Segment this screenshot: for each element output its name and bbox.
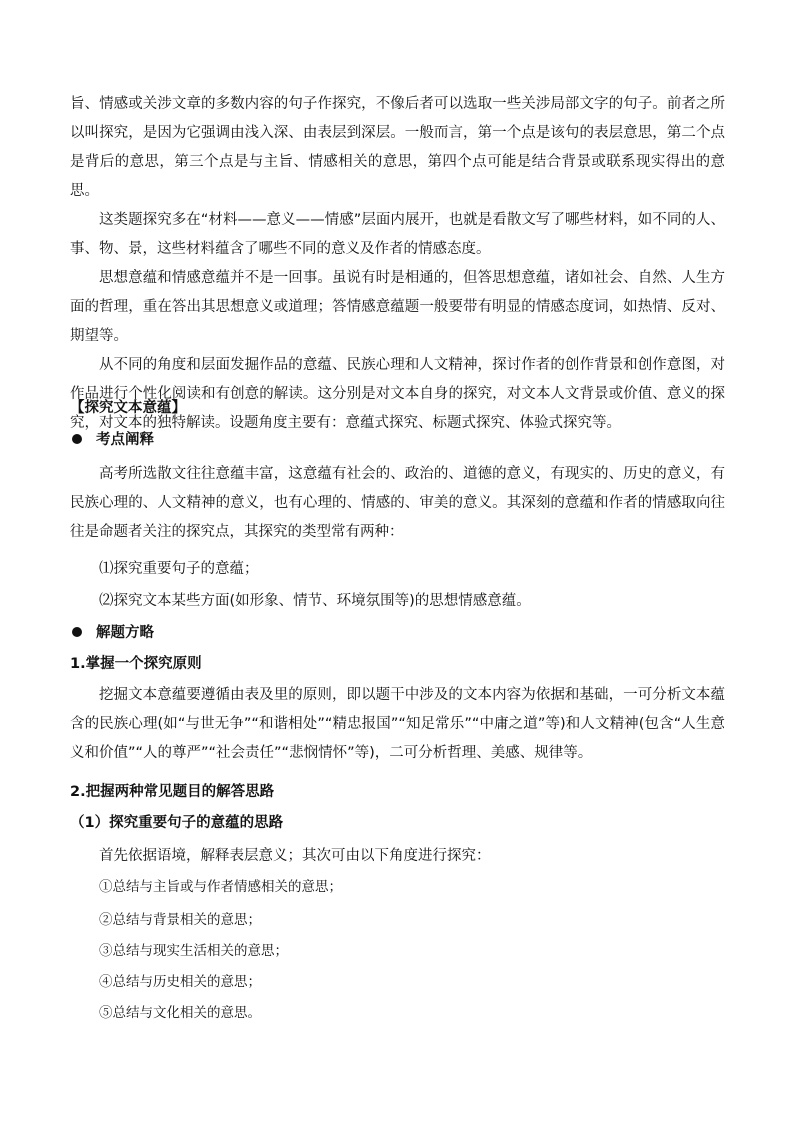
sub1-paragraph: 挖掘文本意蕴要遵循由表及里的原则，即以题干中涉及的文本内容为依据和基础，一可分析文本蕴含的民族心理(如“与世无争”“和谐相处”“精忠报国”“知足常乐”“中庸之道”等)和人文精神(包含“人生意义和价值”“人的尊严”“社会责任”“悲悯情怀”等)，二可分析哲理、美感、规律等。 xyxy=(70,687,725,761)
intro-paragraph-3: 思想意蕴和情感意蕴并不是一回事。虽说有时是相通的，但答思想意蕴，诸如社会、自然、人生方面的哲理，重在答出其思想意义或道理；答情感意蕴题一般要带有明显的情感态度词，如热情、反对、期望等。 xyxy=(70,270,725,344)
section-title: 【探究文本意蕴】 xyxy=(70,400,186,416)
sub1-title: 1.掌握一个探究原则 xyxy=(70,656,202,672)
point-4: ④总结与历史相关的意思； xyxy=(99,974,261,990)
point-1: ①总结与主旨或与作者情感相关的意思； xyxy=(99,879,342,895)
intro-paragraph-1: 旨、情感或关涉文章的多数内容的句子作探究，不像后者可以选取一些关涉局部文字的句子。前者之所以叫探究，是因为它强调由浅入深、由表层到深层。一般而言，第一个点是该句的表层意思，第二个点是背后的意思，第三个点是与主旨、情感相关的意思，第四个点可能是结合背景或联系现实得出的意思。 xyxy=(70,96,725,199)
intro-paragraph-2: 这类题探究多在“材料——意义——情感”层面内展开，也就是看散文写了哪些材料，如不同的人、事、物、景，这些材料蕴含了哪些不同的意义及作者的情感态度。 xyxy=(70,212,725,257)
kaodian-item-2: ⑵探究文本某些方面(如形象、情节、环境氛围等)的思想情感意蕴。 xyxy=(99,593,531,609)
jieti-heading-row xyxy=(70,619,725,648)
sub2-1-intro: 首先依据语境，解释表层意义；其次可由以下角度进行探究： xyxy=(99,848,491,864)
kaodian-heading-row xyxy=(70,426,725,455)
kaodian-heading: 考点阐释 xyxy=(96,432,154,448)
kaodian-item-1: ⑴探究重要句子的意蕴； xyxy=(99,561,259,577)
point-3: ③总结与现实生活相关的意思； xyxy=(99,943,288,959)
kaodian-body xyxy=(70,460,725,547)
jieti-heading: 解题方略 xyxy=(96,625,154,641)
sub1-body xyxy=(70,681,725,768)
sub2-title: 2.把握两种常见题目的解答思路 xyxy=(70,784,275,800)
intro-paragraph-4: 从不同的角度和层面发掘作品的意蕴、民族心理和人文精神，探讨作者的创作背景和创作意图，对作品进行个性化阅读和有创意的解读。这分别是对文本自身的探究，对文本人文背景或价值、意义的探究，对文本的独特解读。设题角度主要有：意蕴式探究、标题式探究、体验式探究等。 xyxy=(70,357,725,431)
intro-section xyxy=(70,90,725,438)
bullet-icon xyxy=(72,627,82,637)
bullet-icon xyxy=(72,434,82,444)
point-2: ②总结与背景相关的意思； xyxy=(99,912,261,928)
kaodian-paragraph: 高考所选散文往往意蕴丰富，这意蕴有社会的、政治的、道德的意义，有现实的、历史的意义，有民族心理的、人文精神的意义，也有心理的、情感的、审美的意义。其深刻的意蕴和作者的情感取向往往是命题者关注的探究点，其探究的类型常有两种： xyxy=(70,466,725,540)
point-5: ⑤总结与文化相关的意思。 xyxy=(99,1005,261,1021)
sub2-1-title: （1）探究重要句子的意蕴的思路 xyxy=(70,815,284,831)
